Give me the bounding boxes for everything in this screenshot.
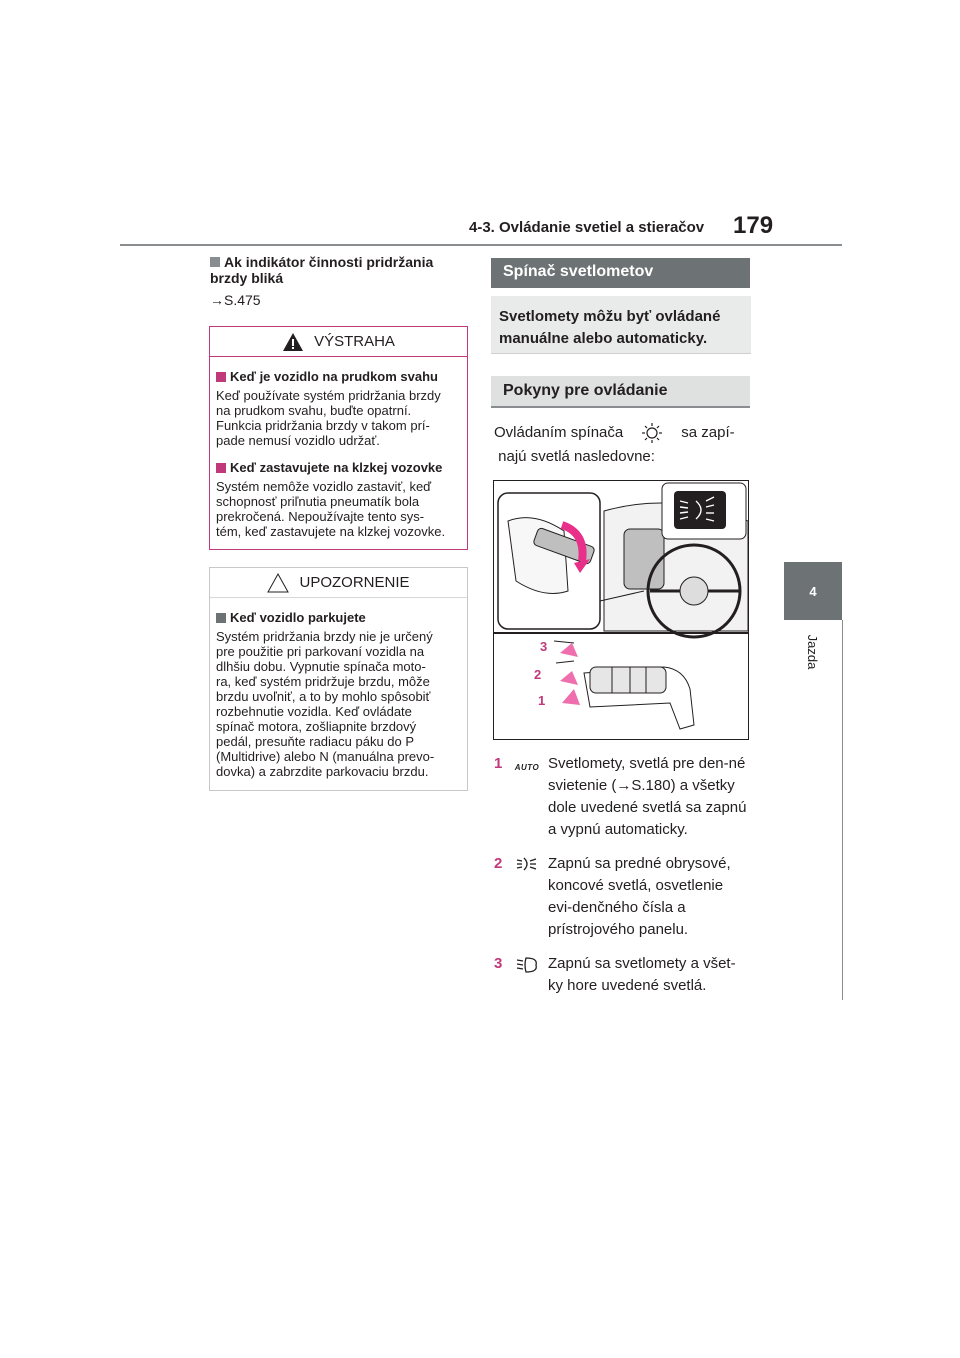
list-item (494, 753, 756, 841)
position-lights-icon (506, 853, 548, 941)
figure-label-2: 2 (534, 667, 542, 682)
warning-title: VÝSTRAHA (314, 333, 395, 350)
chapter-tab-label: Jazda (805, 634, 821, 670)
section-summary: Svetlomety môžu byť ovládané manuálne alebo automaticky. (491, 296, 751, 354)
step-number: 3 (494, 955, 503, 972)
caution-header (210, 568, 467, 598)
warning-header (210, 327, 467, 357)
figure-label-3: 3 (540, 639, 548, 654)
square-bullet-icon (216, 372, 226, 382)
figure-label-1: 1 (538, 693, 546, 708)
chapter-tab[interactable] (784, 562, 842, 620)
caution-title: UPOZORNENIE (299, 574, 410, 591)
square-bullet-icon (216, 463, 226, 473)
subsection-title: Pokyny pre ovládanie (491, 376, 750, 408)
warning-item-text: Keď používate systém pridržania brzdy na prudkom svahu, buďte opatrní. Funkcia pridržania brzdy v takom prí- pade nemusí vozidlo udržať. (216, 388, 441, 448)
section-title: Spínač svetlometov (491, 258, 750, 288)
indicator-heading: Ak indikátor činnosti pridržania brzdy bliká (210, 254, 434, 286)
step-number: 1 (494, 755, 503, 772)
step-text: Zapnú sa predné obrysové, koncové svetlá, osvetlenie evi-denčného čísla a prístrojového panelu. (548, 855, 731, 938)
caution-triangle-icon (267, 573, 289, 593)
square-bullet-icon (216, 613, 226, 623)
square-bullet-icon (210, 257, 220, 267)
page-reference-link[interactable]: →S.475 (210, 292, 261, 308)
header-rule (120, 244, 842, 246)
list-item (494, 953, 756, 997)
chapter-tab-number: 4 (809, 583, 817, 599)
warning-triangle-icon (282, 332, 304, 352)
side-rule (842, 620, 843, 1000)
intro-text: Ovládaním spínača sa zapí- najú svetlá nasledovne: (494, 421, 754, 469)
caution-item-heading: Keď vozidlo parkujete (216, 610, 461, 625)
headlight-switch-illustration (493, 480, 749, 740)
warning-item-text: Systém nemôže vozidlo zastaviť, keď schopnosť priľnutia pneumatík bola prekročená. Nepoužívajte tento sys- tém, keď zastavujete na klzkej vozovke. (216, 479, 446, 539)
step-text: Svetlomety, svetlá pre den-né svietenie (→S.180) a všetky dole uvedené svetlá sa zapnú a vypnú automaticky. (548, 755, 747, 838)
caution-box (209, 567, 468, 791)
list-item (494, 853, 756, 941)
step-text: Zapnú sa svetlomety a všet-ky hore uvedené svetlá. (548, 955, 736, 994)
warning-item-heading: Keď zastavujete na klzkej vozovke (216, 460, 461, 475)
caution-item-text: Systém pridržania brzdy nie je určený pre použitie pri parkovaní vozidla na dlhšiu dobu. Vypnutie spínača moto- ra, keď systém pridržuje brzdu, môže brzdu uvoľniť, a to by mohlo spôsobiť rozbehnutie vozidla. Keď ovládate spínač motora, zošliapnite brzdový pedál, presuňte radiacu páku do P (Multidrive) alebo N (manuálna prevo- dovka) a zabrzdite parkovaciu brzdu. (216, 629, 435, 779)
page-number: 179 (733, 212, 774, 239)
headlight-icon (506, 953, 548, 997)
warning-item-heading: Keď je vozidlo na prudkom svahu (216, 369, 461, 384)
chapter-title: 4-3. Ovládanie svetiel a stieračov (469, 219, 705, 236)
warning-box (209, 326, 468, 550)
step-list (494, 753, 756, 1009)
auto-mode-icon: AUTO (514, 763, 540, 772)
step-number: 2 (494, 855, 503, 872)
light-switch-icon (623, 421, 681, 445)
